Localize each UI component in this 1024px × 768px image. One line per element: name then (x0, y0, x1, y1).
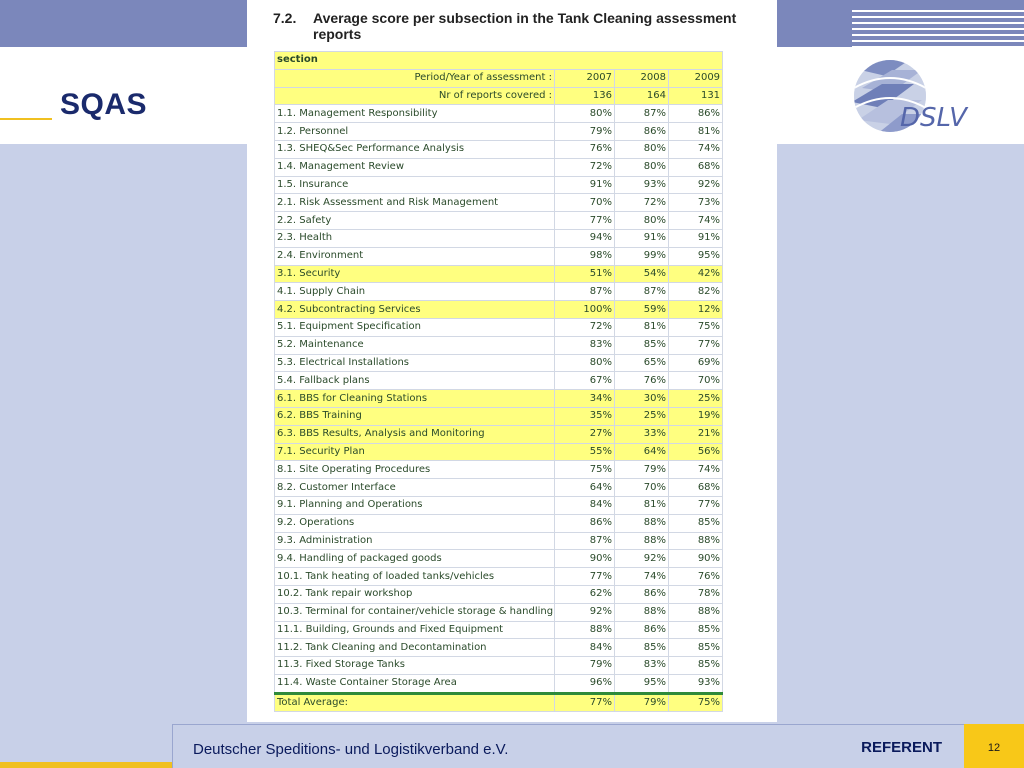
row-label: 9.3. Administration (275, 532, 555, 550)
row-label: 6.3. BBS Results, Analysis and Monitoring (275, 425, 555, 443)
reports-2007: 136 (555, 87, 615, 105)
row-value: 87% (615, 105, 669, 123)
row-value: 35% (555, 407, 615, 425)
row-value: 87% (555, 532, 615, 550)
row-value: 80% (615, 140, 669, 158)
table-row (275, 479, 723, 497)
row-value: 54% (615, 265, 669, 283)
row-label: 5.3. Electrical Installations (275, 354, 555, 372)
row-value: 87% (555, 283, 615, 301)
row-value: 79% (615, 693, 669, 712)
table-row (275, 514, 723, 532)
row-label: Total Average: (275, 693, 555, 712)
row-value: 79% (615, 461, 669, 479)
row-value: 78% (669, 585, 723, 603)
logo-text: DSLV (900, 103, 967, 133)
table-row (275, 194, 723, 212)
page-number-box (964, 724, 1024, 768)
row-value: 55% (555, 443, 615, 461)
row-value: 85% (669, 657, 723, 675)
row-value: 95% (669, 247, 723, 265)
reports-header-row (275, 87, 723, 105)
row-label: 5.1. Equipment Specification (275, 318, 555, 336)
row-value: 81% (669, 123, 723, 141)
table-row (275, 247, 723, 265)
row-value: 90% (669, 550, 723, 568)
table-row (275, 568, 723, 586)
row-value: 80% (555, 105, 615, 123)
row-label: 10.3. Terminal for container/vehicle storage & handling (275, 603, 555, 621)
table-row (275, 158, 723, 176)
table-row (275, 390, 723, 408)
row-label: 6.2. BBS Training (275, 407, 555, 425)
row-label: 11.2. Tank Cleaning and Decontamination (275, 639, 555, 657)
row-value: 12% (669, 301, 723, 319)
row-value: 74% (615, 568, 669, 586)
row-value: 77% (555, 693, 615, 712)
row-value: 74% (669, 461, 723, 479)
footer-organization: Deutscher Speditions- und Logistikverband e.V. (193, 741, 509, 758)
reports-label: Nr of reports covered : (275, 87, 555, 105)
row-value: 83% (555, 336, 615, 354)
row-value: 56% (669, 443, 723, 461)
year-2009: 2009 (669, 69, 723, 87)
table-row (275, 639, 723, 657)
table-row (275, 496, 723, 514)
row-value: 68% (669, 158, 723, 176)
row-value: 98% (555, 247, 615, 265)
row-value: 86% (669, 105, 723, 123)
row-value: 93% (669, 674, 723, 693)
row-value: 84% (555, 496, 615, 514)
table-row (275, 532, 723, 550)
row-value: 77% (555, 568, 615, 586)
table-row (275, 603, 723, 621)
row-label: 2.1. Risk Assessment and Risk Management (275, 194, 555, 212)
row-label: 9.4. Handling of packaged goods (275, 550, 555, 568)
table-row (275, 550, 723, 568)
year-header-row (275, 69, 723, 87)
row-value: 64% (555, 479, 615, 497)
reports-2008: 164 (615, 87, 669, 105)
table-row (275, 585, 723, 603)
row-value: 88% (555, 621, 615, 639)
table-row (275, 176, 723, 194)
table-row (275, 212, 723, 230)
footer-bar (172, 724, 964, 768)
table-row (275, 621, 723, 639)
row-value: 65% (615, 354, 669, 372)
row-value: 59% (615, 301, 669, 319)
row-value: 83% (615, 657, 669, 675)
row-value: 33% (615, 425, 669, 443)
row-value: 85% (669, 639, 723, 657)
row-value: 91% (555, 176, 615, 194)
row-value: 75% (669, 693, 723, 712)
row-value: 88% (669, 603, 723, 621)
row-label: 10.1. Tank heating of loaded tanks/vehicles (275, 568, 555, 586)
row-label: 4.1. Supply Chain (275, 283, 555, 301)
row-value: 72% (615, 194, 669, 212)
row-value: 85% (669, 514, 723, 532)
footer-left-block (0, 724, 172, 768)
row-value: 92% (555, 603, 615, 621)
row-value: 81% (615, 318, 669, 336)
year-2007: 2007 (555, 69, 615, 87)
table-row (275, 425, 723, 443)
period-label: Period/Year of assessment : (275, 69, 555, 87)
report-section-number: 7.2. (273, 10, 297, 26)
slide-title: SQAS (60, 88, 148, 121)
row-value: 68% (669, 479, 723, 497)
row-value: 88% (615, 603, 669, 621)
table-row (275, 301, 723, 319)
row-value: 99% (615, 247, 669, 265)
row-value: 70% (615, 479, 669, 497)
section-header-label: section (275, 52, 723, 70)
row-value: 42% (669, 265, 723, 283)
row-value: 82% (669, 283, 723, 301)
row-value: 34% (555, 390, 615, 408)
page-number: 12 (987, 742, 1001, 754)
dslv-logo (852, 58, 972, 136)
table-row (275, 443, 723, 461)
table-row (275, 372, 723, 390)
row-label: 8.1. Site Operating Procedures (275, 461, 555, 479)
row-value: 80% (615, 212, 669, 230)
reports-2009: 131 (669, 87, 723, 105)
row-value: 77% (669, 336, 723, 354)
footer-referent: REFERENT (861, 739, 942, 756)
row-label: 4.2. Subcontracting Services (275, 301, 555, 319)
section-header-row (275, 52, 723, 70)
row-label: 1.1. Management Responsibility (275, 105, 555, 123)
footer-accent-line (0, 762, 172, 768)
row-value: 88% (615, 514, 669, 532)
total-row (275, 693, 723, 712)
row-label: 2.3. Health (275, 229, 555, 247)
row-value: 79% (555, 123, 615, 141)
table-row (275, 657, 723, 675)
row-value: 94% (555, 229, 615, 247)
row-label: 9.2. Operations (275, 514, 555, 532)
row-value: 85% (669, 621, 723, 639)
row-label: 10.2. Tank repair workshop (275, 585, 555, 603)
row-value: 21% (669, 425, 723, 443)
row-value: 25% (615, 407, 669, 425)
row-label: 3.1. Security (275, 265, 555, 283)
title-accent-line (0, 118, 52, 120)
row-value: 79% (555, 657, 615, 675)
row-label: 1.2. Personnel (275, 123, 555, 141)
table-row (275, 674, 723, 693)
row-value: 76% (555, 140, 615, 158)
row-label: 2.4. Environment (275, 247, 555, 265)
row-value: 88% (615, 532, 669, 550)
row-value: 77% (555, 212, 615, 230)
row-value: 95% (615, 674, 669, 693)
table-row (275, 461, 723, 479)
table-row (275, 318, 723, 336)
row-value: 70% (555, 194, 615, 212)
row-value: 85% (615, 639, 669, 657)
row-label: 11.4. Waste Container Storage Area (275, 674, 555, 693)
header-stripes (852, 10, 1024, 47)
row-value: 75% (555, 461, 615, 479)
row-value: 91% (669, 229, 723, 247)
row-value: 100% (555, 301, 615, 319)
row-label: 1.5. Insurance (275, 176, 555, 194)
table-row (275, 123, 723, 141)
row-label: 11.1. Building, Grounds and Fixed Equipment (275, 621, 555, 639)
year-2008: 2008 (615, 69, 669, 87)
row-value: 51% (555, 265, 615, 283)
row-value: 19% (669, 407, 723, 425)
row-value: 80% (615, 158, 669, 176)
row-label: 5.4. Fallback plans (275, 372, 555, 390)
row-value: 76% (615, 372, 669, 390)
row-value: 92% (615, 550, 669, 568)
row-value: 96% (555, 674, 615, 693)
row-value: 30% (615, 390, 669, 408)
row-label: 11.3. Fixed Storage Tanks (275, 657, 555, 675)
row-value: 86% (615, 585, 669, 603)
table-row (275, 354, 723, 372)
row-value: 87% (615, 283, 669, 301)
row-label: 1.4. Management Review (275, 158, 555, 176)
report-page (247, 0, 777, 722)
row-value: 77% (669, 496, 723, 514)
row-value: 67% (555, 372, 615, 390)
row-value: 86% (615, 621, 669, 639)
row-value: 81% (615, 496, 669, 514)
row-label: 5.2. Maintenance (275, 336, 555, 354)
row-value: 76% (669, 568, 723, 586)
row-value: 72% (555, 158, 615, 176)
table-row (275, 140, 723, 158)
row-label: 6.1. BBS for Cleaning Stations (275, 390, 555, 408)
row-value: 70% (669, 372, 723, 390)
row-label: 9.1. Planning and Operations (275, 496, 555, 514)
row-value: 75% (669, 318, 723, 336)
table-row (275, 336, 723, 354)
row-value: 64% (615, 443, 669, 461)
row-value: 69% (669, 354, 723, 372)
row-value: 72% (555, 318, 615, 336)
row-value: 25% (669, 390, 723, 408)
row-value: 88% (669, 532, 723, 550)
row-value: 93% (615, 176, 669, 194)
report-title: Average score per subsection in the Tank Cleaning assessment reports (313, 10, 737, 42)
table-row (275, 265, 723, 283)
row-value: 74% (669, 140, 723, 158)
row-value: 86% (615, 123, 669, 141)
row-label: 1.3. SHEQ&Sec Performance Analysis (275, 140, 555, 158)
score-table (274, 51, 723, 712)
table-row (275, 229, 723, 247)
row-value: 62% (555, 585, 615, 603)
row-value: 85% (615, 336, 669, 354)
row-value: 92% (669, 176, 723, 194)
row-value: 74% (669, 212, 723, 230)
row-value: 27% (555, 425, 615, 443)
table-row (275, 105, 723, 123)
row-value: 84% (555, 639, 615, 657)
row-value: 86% (555, 514, 615, 532)
row-label: 7.1. Security Plan (275, 443, 555, 461)
row-value: 80% (555, 354, 615, 372)
row-label: 2.2. Safety (275, 212, 555, 230)
table-row (275, 283, 723, 301)
table-row (275, 407, 723, 425)
row-value: 73% (669, 194, 723, 212)
row-label: 8.2. Customer Interface (275, 479, 555, 497)
row-value: 90% (555, 550, 615, 568)
row-value: 91% (615, 229, 669, 247)
